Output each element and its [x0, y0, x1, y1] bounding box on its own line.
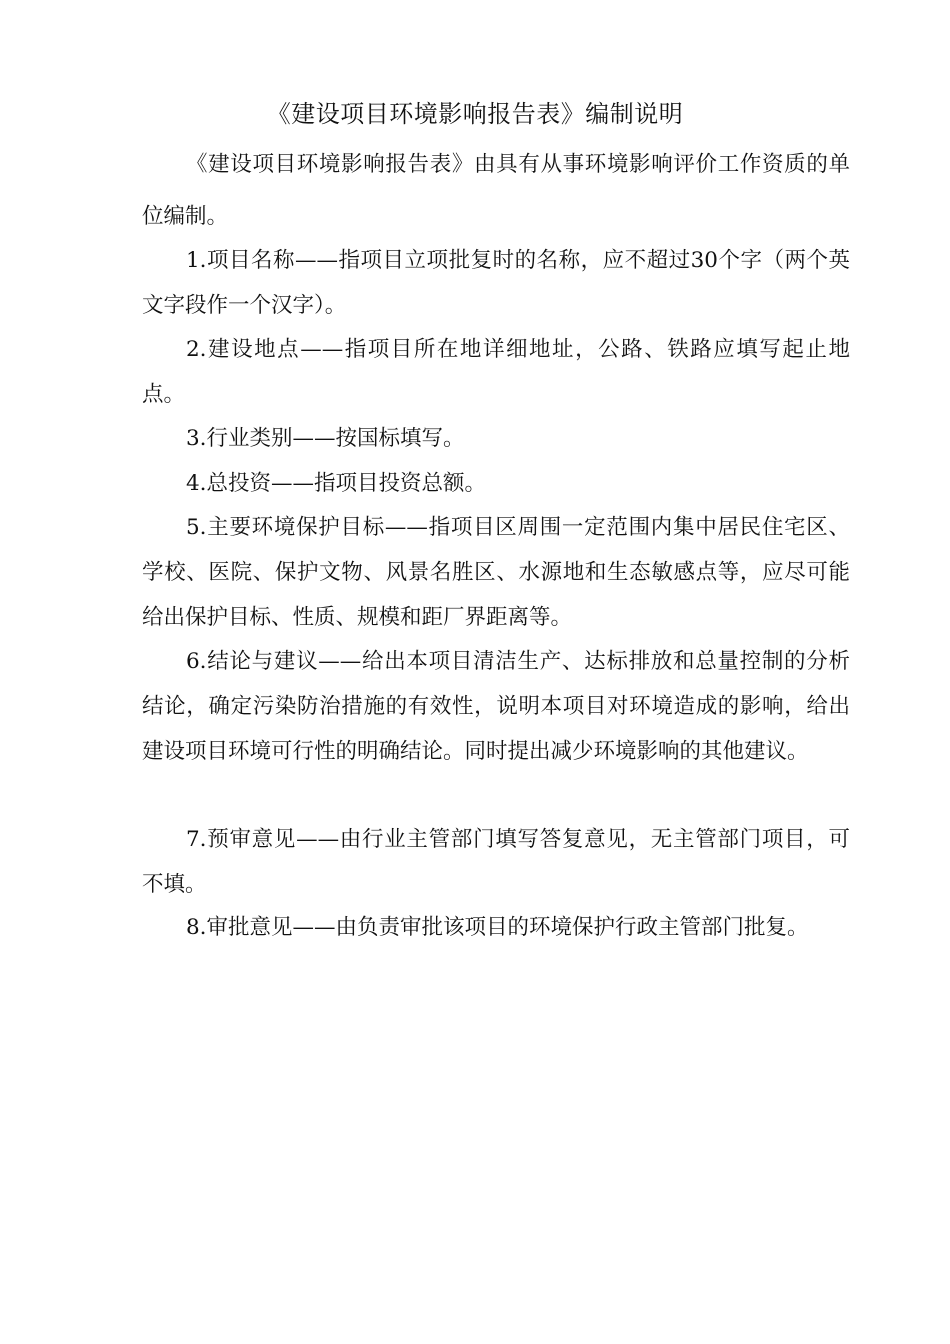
item-project-name: 1.项目名称——指项目立项批复时的名称，应不超过30个字（两个英文字段作一个汉字）。 — [142, 248, 850, 318]
item-pre-review-opinion: 7.预审意见——由行业主管部门填写答复意见，无主管部门项目，可不填。 — [142, 827, 850, 897]
item-conclusions: 6.结论与建议——给出本项目清洁生产、达标排放和总量控制的分析结论，确定污染防治措施的有效性，说明本项目对环境造成的影响，给出建设项目环境可行性的明确结论。同时提出减少环境影响的其他建议。 — [142, 649, 850, 764]
item-industry-category: 3.行业类别——按国标填写。 — [186, 426, 465, 451]
item-approval-opinion: 8.审批意见——由负责审批该项目的环境保护行政主管部门批复。 — [186, 915, 809, 940]
item-protection-targets: 5.主要环境保护目标——指项目区周围一定范围内集中居民住宅区、学校、医院、保护文物、风景名胜区、水源地和生态敏感点等，应尽可能给出保护目标、性质、规模和距厂界距离等。 — [142, 515, 850, 630]
item-construction-site: 2.建设地点——指项目所在地详细地址，公路、铁路应填写起止地点。 — [142, 337, 850, 407]
item-total-investment: 4.总投资——指项目投资总额。 — [186, 471, 487, 496]
intro-paragraph: 《建设项目环境影响报告表》由具有从事环境影响评价工作资质的单位编制。 — [142, 152, 850, 229]
document-title: 《建设项目环境影响报告表》编制说明 — [266, 100, 684, 128]
